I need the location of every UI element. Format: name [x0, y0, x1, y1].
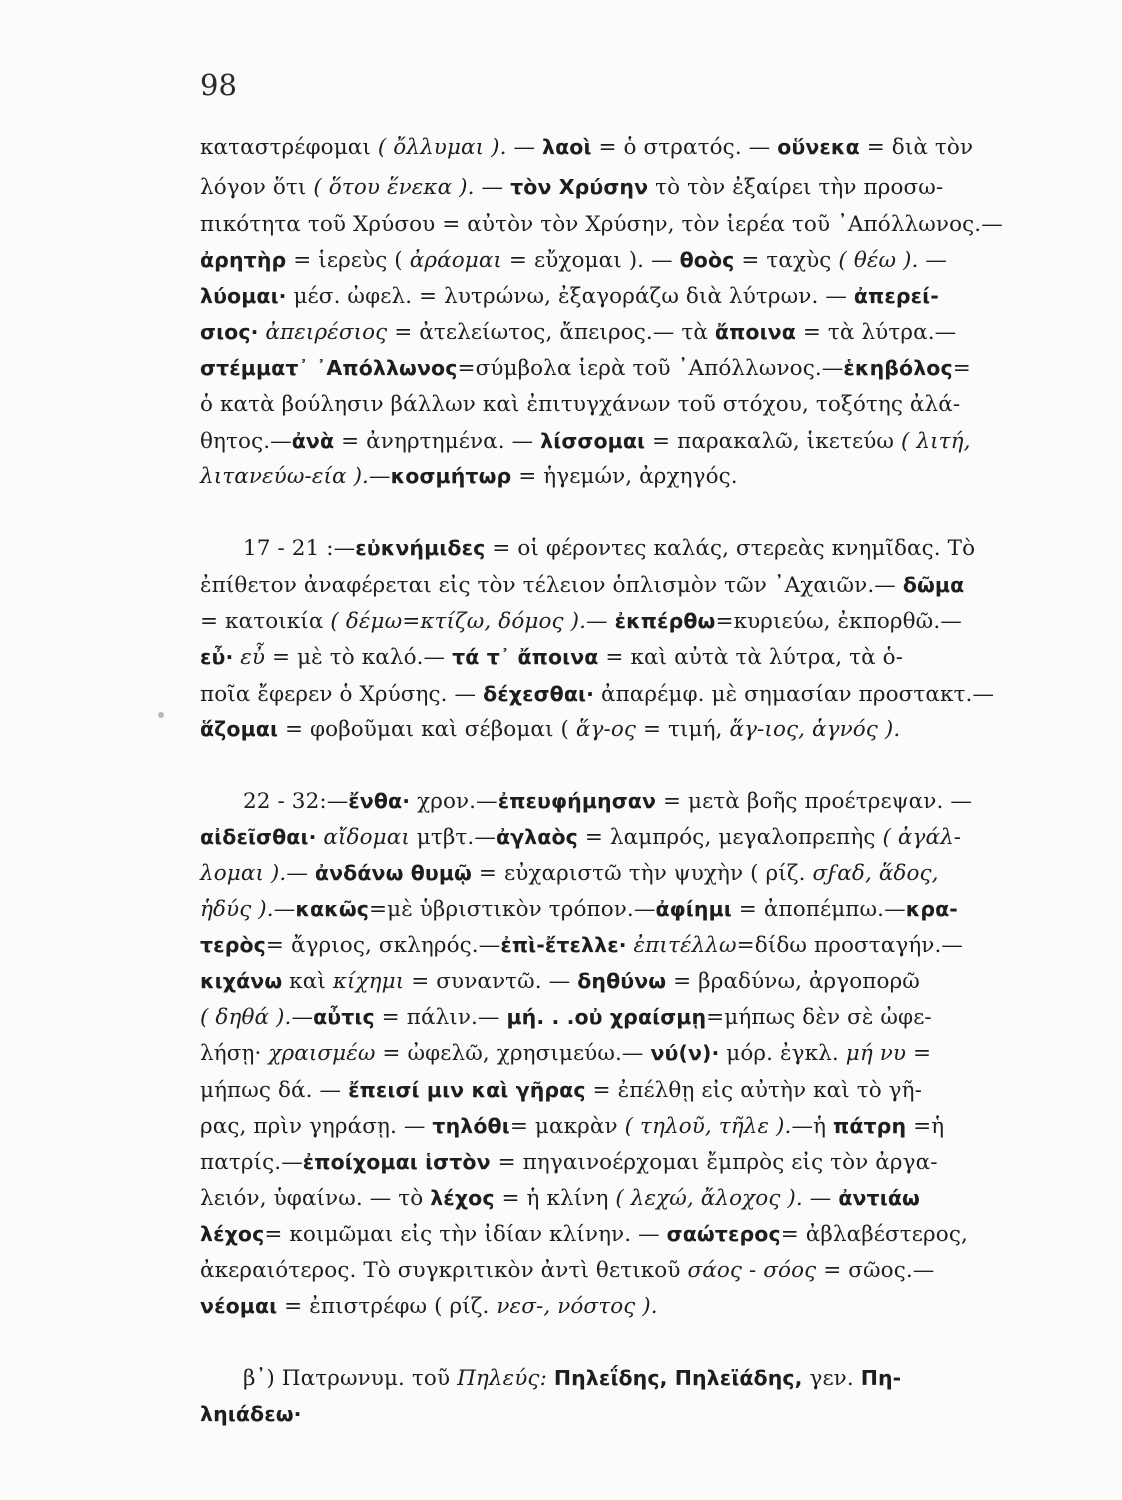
- text-line: [200, 935, 963, 957]
- headword: θοὸς: [679, 248, 735, 272]
- headword: τερὸς: [200, 933, 266, 957]
- headword: εὐκνήμιδες: [355, 536, 486, 560]
- text-line: [200, 863, 939, 885]
- headword: σαώτερος: [666, 1222, 781, 1246]
- italic-run: ἐπιτέλλω: [633, 933, 737, 958]
- text-run: μέσ. ὠφελ. = λυτρώνω, ἐξαγοράζω διὰ λύτρων. —: [286, 284, 854, 309]
- text-run: —: [474, 175, 511, 200]
- headword: Πη-: [860, 1366, 902, 1390]
- text-run: —ἡ: [791, 1114, 833, 1139]
- headword: τά τ᾿ ἄποινα: [452, 645, 599, 669]
- text-run: —: [286, 861, 315, 886]
- text-run: = ἐπιστρέφω ( ρίζ.: [277, 1294, 497, 1319]
- text-line: [200, 1043, 931, 1065]
- italic-run: ( ἀγάλ-: [882, 825, 962, 850]
- text-run: = ὁ στρατός. —: [591, 135, 778, 160]
- text-line: [200, 286, 939, 308]
- text-run: = καὶ αὐτὰ τὰ λύτρα, τὰ ὁ-: [598, 645, 904, 670]
- text-run: [547, 1366, 554, 1391]
- italic-run: ( λεχώ, ἄλοχος ).: [615, 1186, 803, 1211]
- text-run: = ἄγριος, σκληρός.—: [265, 933, 501, 958]
- text-line: [200, 137, 973, 159]
- italic-run: κίχημι: [332, 969, 405, 994]
- italic-run: ( ὄλλυμαι ).: [377, 135, 507, 160]
- headword: ἐπευφήμησαν: [497, 789, 657, 813]
- text-run: λήσῃ·: [200, 1041, 269, 1066]
- text-line: [200, 647, 903, 669]
- text-run: = παρακαλῶ, ἱκετεύω: [645, 429, 901, 454]
- text-line: [200, 1007, 932, 1029]
- italic-run: λιτανεύω-εία ).: [200, 464, 369, 489]
- headword: ἐκπέρθω: [614, 609, 716, 633]
- headword: ἀρητὴρ: [200, 248, 287, 272]
- text-line: [200, 1188, 920, 1210]
- text-run: ρας, πρὶν γηράσῃ. —: [200, 1114, 433, 1139]
- headword: ἐπὶ-ἔτελλε·: [500, 933, 627, 957]
- text-run: = μετὰ βοῆς προέτρεψαν. —: [656, 789, 972, 814]
- headword: σιος·: [200, 320, 259, 344]
- text-run: πατρίς.—: [200, 1150, 303, 1175]
- headword: ἐποίχομαι ἱστὸν: [302, 1150, 491, 1174]
- text-run: β᾿) Πατρωνυμ. τοῦ: [243, 1366, 458, 1391]
- text-run: = κατοικία: [200, 609, 331, 634]
- italic-run: εὖ: [240, 645, 266, 670]
- text-line: [200, 1404, 302, 1426]
- text-run: —: [918, 248, 948, 273]
- italic-run: ( ὅτου ἕνεκα ).: [313, 175, 475, 200]
- text-run: —: [291, 1005, 314, 1030]
- text-run: = μὲ τὸ καλό.—: [265, 645, 453, 670]
- headword: τηλόθι: [432, 1114, 510, 1138]
- text-run: = τὰ λύτρα.—: [795, 320, 957, 345]
- text-run: = ὠφελῶ, χρησιμεύω.—: [375, 1041, 651, 1066]
- italic-run: ἡδύς ).: [200, 897, 274, 922]
- text-run: = μακρὰν: [509, 1114, 625, 1139]
- headword: ληιάδεω·: [200, 1402, 302, 1426]
- text-run: = ἱερεὺς (: [286, 248, 410, 273]
- text-line: [200, 177, 943, 199]
- text-run: = ἐπέλθῃ εἰς αὐτὴν καὶ τὸ γῆ-: [585, 1078, 922, 1103]
- text-line: [200, 719, 900, 741]
- italic-run: ἀπειρέσιος: [265, 320, 388, 345]
- headword: ἀγλαὸς: [495, 825, 578, 849]
- text-run: —: [273, 897, 296, 922]
- headword: εὖ·: [200, 645, 234, 669]
- headword: πάτρη: [833, 1114, 907, 1138]
- text-line: [243, 791, 972, 813]
- text-run: = ἀτελείωτος, ἄπειρος.— τὰ: [387, 320, 715, 345]
- headword: ἀφίημι: [655, 897, 732, 921]
- headword: ἔνθα·: [348, 789, 411, 813]
- text-run: = ἀβλαβέστερος,: [780, 1222, 968, 1247]
- text-run: = λαμπρός, μεγαλοπρεπὴς: [577, 825, 883, 850]
- headword: ἀπερεί-: [853, 284, 939, 308]
- text-run: πικότητα τοῦ Χρύσου = αὐτὸν τὸν Χρύσην, τὸν ἱερέα τοῦ ᾿Απόλλωνος.—: [200, 212, 1003, 237]
- headword: νύ(ν)·: [650, 1041, 720, 1065]
- italic-run: ἀράομαι: [409, 248, 502, 273]
- italic-run: νεσ-, νόστος ).: [496, 1294, 658, 1319]
- text-run: =κυριεύω, ἐκπορθῶ.—: [715, 609, 962, 634]
- text-run: = ἡ κλίνη: [494, 1186, 616, 1211]
- italic-run: ἅγ-ιος, ἁγνός ).: [729, 717, 901, 742]
- text-line: [200, 1260, 934, 1282]
- italic-run: σϝαδ, ἅδος,: [812, 861, 939, 886]
- page-number: 98: [200, 68, 237, 102]
- text-line: [200, 322, 956, 344]
- text-run: = βραδύνω, ἀργοπορῶ: [666, 969, 920, 994]
- text-run: ὁ κατὰ βούλησιν βάλλων καὶ ἐπιτυγχάνων τοῦ στόχου, τοξότης ἀλά-: [200, 392, 961, 417]
- text-run: καταστρέφομαι: [200, 135, 378, 160]
- text-run: θητος.—: [200, 429, 292, 454]
- text-run: =ἡ: [906, 1114, 945, 1139]
- text-run: —: [369, 464, 391, 489]
- text-line: [243, 538, 975, 560]
- text-line: [200, 1080, 922, 1102]
- text-run: =μὲ ὑβριστικὸν τρόπον.—: [369, 897, 656, 922]
- text-line: [200, 899, 958, 921]
- headword: Πηλεΐδης, Πηλεϊάδης,: [553, 1366, 803, 1390]
- headword: λαοὶ: [542, 135, 592, 159]
- text-run: =δίδω προσταγήν.—: [736, 933, 964, 958]
- headword: στέμματ᾿ ᾿Απόλλωνος: [200, 356, 458, 380]
- headword: αὖτις: [313, 1005, 375, 1029]
- text-run: = φοβοῦμαι καὶ σέβομαι (: [278, 717, 576, 742]
- italic-run: ἅγ-ος: [575, 717, 637, 742]
- text-line: [200, 1152, 938, 1174]
- margin-dot: [158, 712, 164, 718]
- headword: δῶμα: [902, 573, 965, 597]
- text-run: = πηγαινοέρχομαι ἔμπρὸς εἰς τὸν ἀργα-: [490, 1150, 938, 1175]
- text-run: 17 - 21 :—: [243, 536, 356, 561]
- text-run: = εὔχομαι ). —: [501, 248, 680, 273]
- text-run: = ἀποπέμπω.—: [731, 897, 906, 922]
- text-run: = τιμή,: [636, 717, 730, 742]
- text-run: μόρ. ἐγκλ.: [719, 1041, 846, 1066]
- text-line: [200, 1116, 944, 1138]
- text-run: =σύμβολα ἱερὰ τοῦ ᾿Απόλλωνος.—: [457, 356, 844, 381]
- text-run: = συναντῶ. —: [404, 969, 578, 994]
- text-line: [200, 971, 920, 993]
- text-run: ἀκεραιότερος. Τὸ συγκριτικὸν ἀντὶ θετικοῦ: [200, 1258, 688, 1283]
- text-line: [200, 827, 961, 849]
- text-run: ποῖα ἔφερεν ὁ Χρύσης. —: [200, 682, 484, 707]
- italic-run: ( τηλοῦ, τῆλε ).: [624, 1114, 792, 1139]
- headword: νέομαι: [200, 1294, 278, 1318]
- text-line: [200, 1224, 968, 1246]
- italic-run: Πηλεύς:: [457, 1366, 547, 1391]
- headword: ἀνδάνω θυμῷ: [314, 861, 472, 885]
- text-run: =μήπως δὲν σὲ ὠφε-: [706, 1005, 932, 1030]
- text-line: [200, 214, 1003, 236]
- italic-run: αἴδομαι: [323, 825, 410, 850]
- text-line: [200, 1296, 658, 1318]
- text-run: 22 - 32:—: [243, 789, 349, 814]
- headword: ἑκηβόλος: [843, 356, 953, 380]
- text-line: [200, 575, 964, 597]
- text-run: = εὐχαριστῶ τὴν ψυχὴν ( ρίζ.: [471, 861, 813, 886]
- headword: ἅζομαι: [200, 717, 279, 741]
- italic-run: ( δηθά ).: [200, 1005, 292, 1030]
- text-run: = κοιμῶμαι εἰς τὴν ἰδίαν κλίνην. —: [264, 1222, 667, 1247]
- text-run: χρον.—: [410, 789, 498, 814]
- headword: μή. . .οὐ χραίσμῃ: [506, 1005, 707, 1029]
- headword: οὕνεκα: [777, 135, 860, 159]
- text-run: λειόν, ὑφαίνω. — τὸ: [200, 1186, 431, 1211]
- text-line: [200, 250, 947, 272]
- text-line: [200, 358, 971, 380]
- text-run: τὸ τὸν ἐξαίρει τὴν προσω-: [648, 175, 944, 200]
- headword: λέχος: [200, 1222, 265, 1246]
- italic-run: ( δέμω=κτίζω, δόμος ).: [330, 609, 587, 634]
- headword: ἀνὰ: [291, 429, 335, 453]
- headword: ἄποινα: [714, 320, 796, 344]
- text-run: ἐπίθετον ἀναφέρεται εἰς τὸν τέλειον ὁπλισμὸν τῶν ᾿Αχαιῶν.—: [200, 573, 903, 598]
- headword: ἔπεισί μιν καὶ γῆρας: [348, 1078, 586, 1102]
- headword: ἀντιάω: [838, 1186, 920, 1210]
- headword: δέχεσθαι·: [483, 682, 595, 706]
- text-run: —: [506, 135, 543, 160]
- text-run: —: [802, 1186, 839, 1211]
- text-run: = οἱ φέροντες καλάς, στερεὰς κνημῖδας. Τὸ: [485, 536, 976, 561]
- text-run: = ἀνηρτημένα. —: [334, 429, 541, 454]
- text-run: καὶ: [282, 969, 333, 994]
- text-run: [627, 933, 634, 958]
- headword: κρα-: [905, 897, 958, 921]
- text-line: [200, 611, 962, 633]
- headword: δηθύνω: [577, 969, 667, 993]
- headword: λίσσομαι: [540, 429, 646, 453]
- text-run: = ταχὺς: [734, 248, 839, 273]
- headword: λύομαι·: [200, 284, 287, 308]
- text-line: [200, 431, 971, 453]
- text-run: ἀπαρέμφ. μὲ σημασίαν προστακτ.—: [594, 682, 995, 707]
- italic-run: σάος - σόος: [687, 1258, 817, 1283]
- headword: κοσμήτωρ: [390, 464, 512, 488]
- italic-run: ( λιτή,: [900, 429, 971, 454]
- headword: τὸν Χρύσην: [510, 175, 649, 199]
- headword: λέχος: [430, 1186, 495, 1210]
- italic-run: ( θέω ).: [838, 248, 919, 273]
- text-run: μτβτ.—: [409, 825, 496, 850]
- text-line: [200, 466, 738, 488]
- italic-run: χραισμέω: [268, 1041, 376, 1066]
- italic-run: μή νυ: [845, 1041, 907, 1066]
- text-run: μήπως δά. —: [200, 1078, 349, 1103]
- text-run: = πάλιν.—: [374, 1005, 507, 1030]
- text-line: [200, 394, 960, 416]
- text-run: γεν.: [802, 1366, 861, 1391]
- text-run: λόγον ὅτι: [200, 175, 314, 200]
- text-run: = σῶος.—: [816, 1258, 935, 1283]
- text-line: [243, 1368, 901, 1390]
- headword: αἰδεῖσθαι·: [200, 825, 317, 849]
- text-run: =: [952, 356, 971, 381]
- text-run: = διὰ τὸν: [859, 135, 974, 160]
- italic-run: λομαι ).: [200, 861, 287, 886]
- text-run: = ἡγεμών, ἀρχηγός.: [511, 464, 738, 489]
- headword: κιχάνω: [200, 969, 283, 993]
- text-run: —: [586, 609, 615, 634]
- text-line: [200, 684, 994, 706]
- text-run: =: [906, 1041, 932, 1066]
- headword: κακῶς: [295, 897, 369, 921]
